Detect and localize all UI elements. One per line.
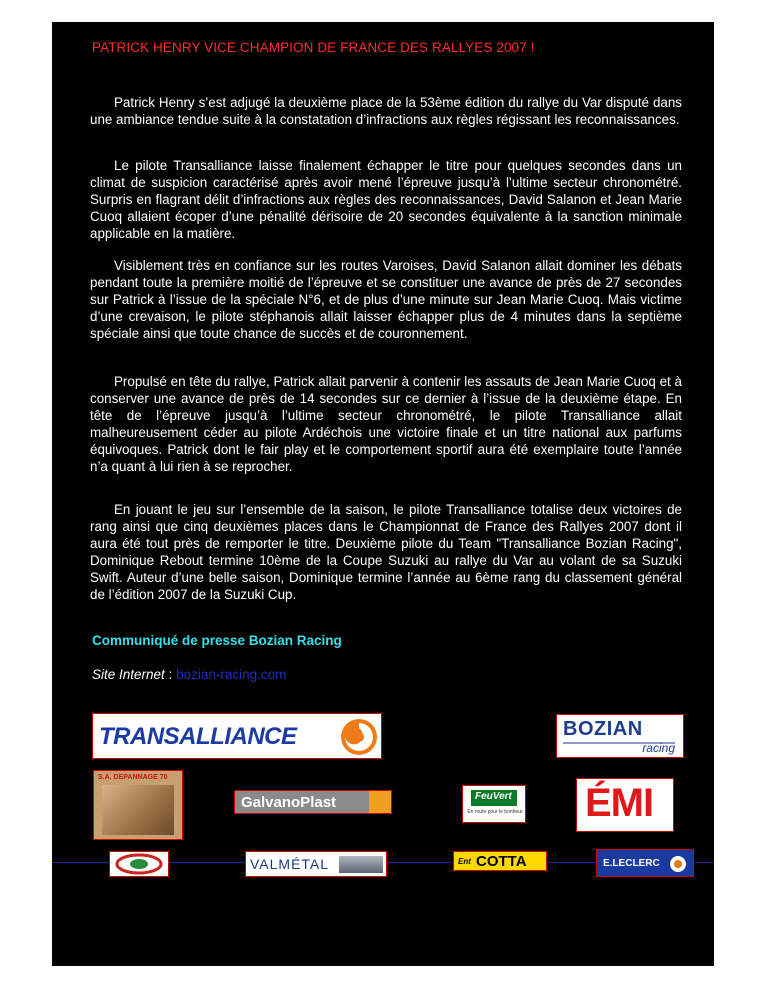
valmetal-building-image bbox=[339, 856, 383, 873]
leclerc-wordmark: E.LECLERC bbox=[603, 858, 660, 869]
document-page bbox=[52, 22, 714, 966]
emi-wordmark: ÉMI bbox=[585, 781, 654, 825]
bozian-subtitle: racing bbox=[642, 741, 675, 755]
emi-logo bbox=[576, 778, 674, 832]
circle-emblem-icon bbox=[110, 852, 168, 876]
valmetal-wordmark: VALMÉTAL bbox=[250, 856, 330, 872]
site-separator: : bbox=[164, 667, 177, 682]
circle-brand-logo bbox=[109, 851, 169, 877]
press-release-label: Communiqué de presse Bozian Racing bbox=[92, 633, 342, 648]
cotta-prefix: Ent bbox=[458, 857, 471, 866]
cotta-wordmark: COTTA bbox=[476, 853, 527, 870]
site-line bbox=[92, 667, 286, 682]
paragraph-4: Propulsé en tête du rallye, Patrick allait parvenir à contenir les assauts de Jean Marie Cuoq et à conserver une avance de près de 14 secondes sur ce dernier à l’issue de la deuxième étape. En tête de l’épreuve jusqu’à l’ultime secteur chronométré, le pilote Transalliance allait malheureusement céder au pilote Ardéchois une victoire finale et un titre national aux parfums équivoques. Patrick dont le fair play et le comportement sportif aura été exemplaire toute l’année n’a quant à lui rien à se reprocher. bbox=[90, 374, 682, 474]
tow-truck-image bbox=[102, 785, 174, 835]
bozian-racing-logo bbox=[556, 714, 684, 758]
depannage-label: S.A. DEPANNAGE 70 bbox=[98, 774, 168, 781]
valmetal-logo bbox=[245, 851, 387, 877]
paragraph-2: Le pilote Transalliance laisse finalement échapper le titre pour quelques secondes dans un climat de suspicion caractérisé après avoir mené l’épreuve jusqu’à l’ultime secteur chronométré. Surpris en flagrant délit d’infractions aux règles des reconnaissances, David Salanon et Jean Marie Cuoq allaient écoper d’une pénalité dérisoire de 20 secondes équivalente à la sanction minimale applicable en la matière. bbox=[90, 158, 682, 241]
headline: PATRICK HENRY VICE CHAMPION DE FRANCE DES RALLYES 2007 ! bbox=[92, 40, 535, 55]
site-link[interactable]: bozian-racing.com bbox=[176, 667, 287, 682]
galvanoplast-wordmark: GalvanoPlast bbox=[241, 794, 337, 811]
paragraph-1: Patrick Henry s’est adjugé la deuxième place de la 53ème édition du rallye du Var disputé dans une ambiance tendue suite à la constatation d’infractions aux règles régissant les reconnaissances. bbox=[90, 95, 682, 127]
transalliance-wordmark: TRANSALLIANCE bbox=[99, 723, 297, 750]
site-label: Site Internet bbox=[92, 667, 165, 682]
depannage-logo bbox=[93, 770, 183, 840]
feuvert-logo bbox=[462, 785, 526, 823]
galvanoplast-accent bbox=[369, 791, 391, 814]
leclerc-emblem-icon bbox=[669, 855, 687, 873]
feuvert-wordmark: FeuVert bbox=[475, 791, 512, 802]
swirl-icon bbox=[339, 717, 379, 757]
paragraph-3: Visiblement très en confiance sur les routes Varoises, David Salanon allait dominer les débats pendant toute la première moitié de l’épreuve et se constituer une avance de près de 27 secondes sur Patrick à l’issue de la spéciale N°6, et de plus d’une minute sur Jean Marie Cuoq. Mais victime d’une crevaison, le pilote stéphanois allait laisser échapper plus de 4 minutes dans la septième spéciale ainsi que toute chance de succès et de couronnement. bbox=[90, 258, 682, 341]
transalliance-logo bbox=[92, 713, 382, 759]
leclerc-logo bbox=[596, 849, 694, 877]
galvanoplast-logo bbox=[234, 790, 392, 814]
paragraph-5: En jouant le jeu sur l’ensemble de la saison, le pilote Transalliance totalise deux victoires de rang ainsi que cinq deuxièmes places dans le Championnat de France des Rallyes 2007 dont il aura été tout près de remporter le titre. Deuxième pilote du Team "Transalliance Bozian Racing", Dominique Rebout termine 10ème de la Coupe Suzuki au rallye du Var au volant de sa Suzuki Swift. Auteur d’une belle saison, Dominique termine l’année au 6ème rang du classement général de l’édition 2007 de la Suzuki Cup. bbox=[90, 502, 682, 602]
cotta-logo bbox=[453, 851, 547, 871]
feuvert-tagline: En route pour le bonheur bbox=[467, 809, 523, 815]
bozian-wordmark: BOZIAN bbox=[563, 718, 643, 740]
